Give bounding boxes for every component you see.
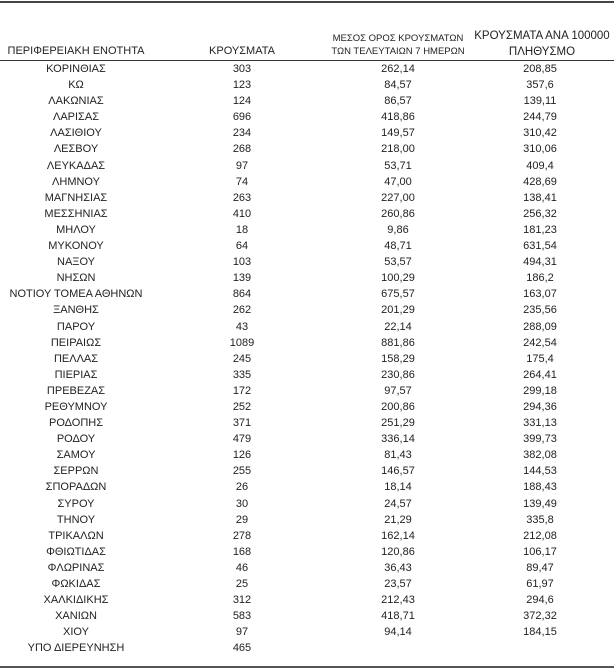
table-row [0,222,614,238]
per100k-cell: 208,85 [523,63,557,75]
avg-cell: 21,29 [384,513,412,526]
avg-cell: 120,86 [381,545,415,558]
avg-cell: 18,14 [384,481,412,494]
region-cell: ΠΕΙΡΑΙΩΣ [50,336,102,349]
per100k-cell: 494,31 [523,256,557,269]
avg-cell: 47,00 [384,175,412,188]
per100k-cell: 631,54 [523,240,557,253]
per100k-cell: 163,07 [523,288,557,301]
header-cases: ΚΡΟΥΣΜΑΤΑ [209,45,275,57]
table-row [0,399,614,415]
per100k-cell: 256,32 [523,207,557,220]
region-cell: ΛΑΚΩΝΙΑΣ [48,95,104,108]
per100k-cell: 264,41 [523,368,557,381]
per100k-cell: 331,13 [523,417,557,430]
cases-cell: 43 [235,320,249,333]
table-row [0,463,614,479]
avg-cell: 84,57 [384,79,412,92]
avg-cell: 881,86 [381,336,415,349]
per100k-cell: 138,41 [523,191,557,204]
cases-cell: 583 [232,610,252,623]
cases-cell: 168 [232,545,252,558]
avg-cell: 251,29 [381,417,415,430]
table-row [0,77,614,93]
avg-cell: 86,57 [384,95,412,108]
per100k-cell: 294,6 [526,594,554,607]
cases-cell: 97 [235,626,249,639]
per100k-cell: 89,47 [526,561,554,574]
region-cell: ΦΘΙΩΤΙΔΑΣ [46,545,106,558]
table-row [0,125,614,141]
region-cell: ΛΑΣΙΘΙΟΥ [50,127,102,140]
region-cell: ΧΑΝΙΩΝ [55,610,97,623]
top-border [0,1,614,3]
cases-cell: 262 [232,304,252,317]
region-cell: ΠΑΡΟΥ [56,320,96,333]
cases-cell: 123 [232,79,252,92]
cases-cell: 255 [232,465,252,478]
table-row [0,254,614,270]
region-cell: ΠΕΛΛΑΣ [53,352,99,365]
cases-cell: 278 [232,529,252,542]
per100k-cell: 409,4 [526,159,554,172]
avg-cell: 212,43 [381,594,415,607]
table-row [0,190,614,206]
table-row [0,174,614,190]
cases-cell: 26 [235,481,249,494]
avg-cell: 97,57 [384,384,412,397]
table-row [0,141,614,157]
table-row [0,479,614,495]
region-cell: ΤΡΙΚΑΛΩΝ [48,529,104,542]
avg-cell: 227,00 [381,191,415,204]
table-row [0,431,614,447]
table-row [0,238,614,254]
avg-cell: 53,57 [384,256,412,269]
region-cell: ΡΟΔΟΠΗΣ [48,417,104,430]
per100k-cell: 139,49 [523,497,557,510]
cases-cell: 30 [235,497,249,510]
cases-cell: 64 [235,240,249,253]
per100k-cell: 181,23 [523,223,557,236]
avg-cell: 24,57 [384,497,412,510]
per100k-cell: 235,56 [523,304,557,317]
region-cell: ΞΑΝΘΗΣ [53,304,99,317]
cases-cell: 245 [232,352,252,365]
header-avg-line1: ΜΕΣΟΣ ΟΡΟΣ ΚΡΟΥΣΜΑΤΩΝ [332,33,464,44]
avg-cell: 36,43 [384,561,412,574]
table-row [0,496,614,512]
cases-cell: 410 [232,207,252,220]
region-cell: ΣΥΡΟΥ [57,497,95,510]
header-avg-line2: ΤΩΝ ΤΕΛΕΥΤΑΙΩΝ 7 ΗΜΕΡΩΝ [331,46,465,57]
header-region: ΠΕΡΙΦΕΡΕΙΑΚΗ ΕΝΟΤΗΤΑ [7,45,145,57]
cases-cell: 126 [232,449,252,462]
table-row [0,415,614,431]
avg-cell: 94,14 [384,626,412,639]
bottom-border [0,666,614,668]
avg-cell: 100,29 [381,272,415,285]
cases-cell: 268 [232,143,252,156]
avg-cell: 9,86 [387,223,409,236]
region-cell: ΜΗΛΟΥ [56,223,96,236]
per100k-cell: 144,53 [523,465,557,478]
header-per100k-line1: ΚΡΟΥΣΜΑΤΑ ΑΝΑ 100000 [474,30,610,42]
region-cell: ΜΑΓΝΗΣΙΑΣ [44,191,108,204]
per100k-cell: 382,08 [523,449,557,462]
region-cell: ΤΗΝΟΥ [56,513,96,526]
region-cell: ΦΛΩΡΙΝΑΣ [47,561,105,574]
per100k-cell: 186,2 [526,272,554,285]
table-row [0,447,614,463]
cases-cell: 465 [232,642,252,655]
cases-cell: 312 [232,594,252,607]
per100k-cell: 188,43 [523,481,557,494]
table-row [0,528,614,544]
table-row [0,367,614,383]
avg-cell: 146,57 [381,465,415,478]
table-row [0,544,614,560]
table-row [0,512,614,528]
table-row [0,640,614,656]
per100k-cell: 244,79 [523,111,557,124]
table-row [0,576,614,592]
region-cell: ΡΕΘΥΜΝΟΥ [44,400,108,413]
cases-cell: 479 [232,433,252,446]
avg-cell: 336,14 [381,433,415,446]
region-cell: ΣΑΜΟΥ [56,449,96,462]
cases-cell: 29 [235,513,249,526]
avg-cell: 162,14 [381,529,415,542]
avg-cell: 230,86 [381,368,415,381]
avg-cell: 81,43 [384,449,412,462]
region-cell: ΛΕΥΚΑΔΑΣ [46,159,106,172]
cases-cell: 864 [232,288,252,301]
per100k-cell: 428,69 [523,175,557,188]
table-row [0,608,614,624]
region-cell: ΜΥΚΟΝΟΥ [48,240,104,253]
region-cell: ΠΡΕΒΕΖΑΣ [46,384,106,397]
avg-cell: 418,71 [381,610,415,623]
per100k-cell: 139,11 [523,95,557,108]
per100k-cell: 310,42 [523,127,557,140]
table-row [0,351,614,367]
per100k-cell: 288,09 [523,320,557,333]
per100k-cell: 106,17 [523,545,557,558]
avg-cell: 201,29 [381,304,415,317]
region-cell: ΡΟΔΟΥ [56,433,96,446]
avg-cell: 53,71 [384,159,412,172]
table-row [0,319,614,335]
per100k-cell: 61,97 [526,578,554,590]
per100k-cell: 184,15 [523,626,557,639]
cases-cell: 371 [232,417,252,430]
cases-cell: 263 [232,191,252,204]
per100k-cell: 399,73 [523,433,557,446]
cases-cell: 97 [235,159,249,172]
region-cell: ΝΗΣΩΝ [56,272,96,285]
cases-cell: 252 [232,400,252,413]
avg-cell: 158,29 [381,352,415,365]
cases-cell: 103 [232,256,252,269]
cases-cell: 18 [235,223,249,236]
region-cell: ΠΙΕΡΙΑΣ [54,368,98,381]
avg-cell: 23,57 [384,578,412,590]
region-cell: ΣΕΡΡΩΝ [53,465,99,478]
per100k-cell: 299,18 [523,384,557,397]
table-row [0,270,614,286]
table-row [0,624,614,640]
per100k-cell: 357,6 [526,79,554,92]
header-per100k-line2: ΠΛΗΘΥΣΜΟ [508,46,576,58]
cases-cell: 696 [232,111,252,124]
table-row [0,61,614,77]
avg-cell: 675,57 [381,288,415,301]
cases-cell: 139 [232,272,252,285]
cases-cell: 172 [232,384,252,397]
table-row [0,93,614,109]
cases-cell: 74 [235,175,249,188]
region-cell: ΚΟΡΙΝΘΙΑΣ [46,63,106,75]
region-cell: ΛΑΡΙΣΑΣ [52,111,99,124]
region-cell: ΛΕΣΒΟΥ [53,143,99,156]
table-body [0,61,614,656]
table-row [0,206,614,222]
cases-cell: 124 [232,95,252,108]
table-row [0,286,614,302]
header-avg-7-days [316,32,480,58]
avg-cell: 149,57 [381,127,415,140]
region-cell: ΣΠΟΡΑΔΩΝ [45,481,107,494]
cases-cell: 46 [235,561,249,574]
header-per-100k [470,28,614,60]
region-cell: ΛΗΜΝΟΥ [52,175,100,188]
avg-cell: 48,71 [384,240,412,253]
table-row [0,302,614,318]
cases-cell: 303 [232,63,252,75]
cases-cell: 25 [235,578,249,590]
region-cell: ΧΑΛΚΙΔΙΚΗΣ [43,594,109,607]
cases-cell: 234 [232,127,252,140]
table-row [0,335,614,351]
table-row [0,592,614,608]
table-row [0,383,614,399]
per100k-cell: 175,4 [526,352,554,365]
table-row [0,109,614,125]
region-cell: ΥΠΟ ΔΙΕΡΕΥΝΗΣΗ [27,642,125,655]
region-cell: ΜΕΣΣΗΝΙΑΣ [44,207,108,220]
avg-cell: 260,86 [381,207,415,220]
per100k-cell: 294,36 [523,400,557,413]
avg-cell: 200,86 [381,400,415,413]
avg-cell: 418,86 [381,111,415,124]
region-cell: ΝΟΤΙΟΥ ΤΟΜΕΑ ΑΘΗΝΩΝ [9,288,143,301]
table-row [0,560,614,576]
region-cell: ΚΩ [68,79,84,92]
region-cell: ΝΑΞΟΥ [57,256,95,269]
avg-cell: 218,00 [381,143,415,156]
per100k-cell: 372,32 [523,610,557,623]
per100k-cell: 310,06 [523,143,557,156]
table-row [0,158,614,174]
per100k-cell: 212,08 [523,529,557,542]
per100k-cell: 242,54 [523,336,557,349]
avg-cell: 22,14 [384,320,412,333]
avg-cell: 262,14 [381,63,415,75]
cases-cell: 335 [232,368,252,381]
cases-cell: 1089 [229,336,255,349]
region-cell: ΦΩΚΙΔΑΣ [51,578,101,590]
region-cell: ΧΙΟΥ [63,626,89,639]
per100k-cell: 335,8 [526,513,554,526]
